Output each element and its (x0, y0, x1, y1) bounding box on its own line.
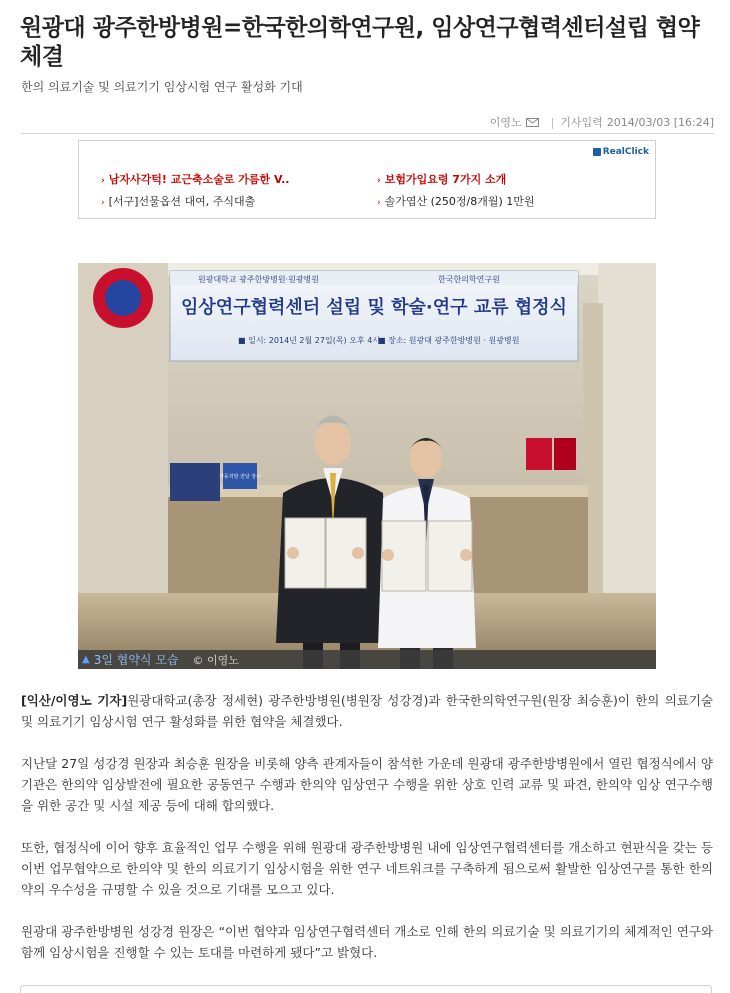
banner-top-left-text: 원광대학교 광주한방병원·원광병원 (198, 275, 320, 284)
caret-icon: › (377, 198, 381, 208)
ad-link-1[interactable]: › 남자사각턱! 교근축소술로 가름한 V.. (101, 173, 290, 186)
paragraph-3: 또한, 협정식에 이어 향후 효율적인 업무 수행을 위해 원광대 광주한방병원 내에 임상연구협력센터를 개소하고 현판식을 갖는 등 이번 업무협약으로 한의약 및 한의 의료기기 임상시험을 위한 연구 네트워크를 구축하게 됨으로써 활발한 임상연구를 통한 한의약의 우수성을 규명할 수 있을 것으로 기대를 모으고 있다. (21, 840, 713, 897)
paragraph-1: [익산/이영노 기자]원광대학교(총장 정세현) 광주한방병원(병원장 성강경)과 한국한의학연구원(원장 최승훈)이 한의 의료기술 및 의료기기 임상시험 연구 활성화를 위한 협약을 체결했다. (21, 693, 713, 729)
caret-icon: › (101, 176, 105, 186)
banner-date-text: ■ 일시: 2014년 2월 27일(목) 오후 4시 (238, 336, 381, 345)
ad-link-3[interactable]: › [서구]선물옵션 대여, 주식대출 (101, 195, 256, 208)
meta-separator: | (550, 115, 555, 129)
article-body (21, 690, 713, 984)
bottom-panel (20, 985, 712, 993)
meta-divider (20, 133, 714, 134)
notice-sign-text: 자동처방 전달 창구 (219, 474, 261, 480)
byline: [익산/이영노 기자] (21, 693, 128, 708)
caption-triangle-icon: ▲ (82, 654, 90, 665)
paragraph-2: 지난달 27일 성강경 원장과 최승훈 원장을 비롯해 양측 관계자들이 참석한 가운데 원광대 광주한방병원에서 열린 협정식에서 양 기관은 한의약 임상발전에 필요한 공동연구 수행과 한의약 임상연구 수행을 위한 상호 인력 교류 및 파견, 한의약 임상 연구수행을 위한 공간 및 시설 제공 등에 대해 합의했다. (21, 756, 713, 813)
article-meta (490, 114, 714, 130)
banner-title-text: 임상연구협력센터 설립 및 학술·연구 교류 협정식 (181, 297, 567, 318)
ad-link-4[interactable]: › 솔가엽산 (250정/8개월) 1만원 (377, 195, 535, 208)
photo-caption (78, 650, 656, 669)
banner-top-right-text: 한국한의학연구원 (438, 275, 500, 284)
realclick-logo-icon (593, 148, 601, 156)
caret-icon: › (101, 198, 105, 208)
caret-icon: › (377, 176, 381, 186)
author-link[interactable]: 이영노 (489, 116, 522, 129)
email-icon[interactable] (526, 118, 539, 127)
article-subtitle: 한의 의료기술 및 의료기기 임상시험 연구 활성화 기대 (21, 80, 303, 94)
ad-link-2[interactable]: › 보험가입요령 7가지 소개 (377, 173, 507, 186)
ad-box (78, 140, 656, 219)
published-label: 기사입력 (560, 116, 603, 129)
banner-place-text: ■ 장소: 원광대 광주한방병원 · 원광병원 (378, 336, 520, 345)
published-date: 2014/03/03 [16:24] (606, 115, 714, 129)
article-photo (78, 263, 656, 669)
photo-credit: © 이영노 (192, 653, 239, 667)
photo-illustration (78, 263, 656, 669)
ad-brand[interactable]: RealClick (593, 147, 649, 157)
paragraph-4: 원광대 광주한방병원 성강경 원장은 “이번 협약과 임상연구협력센터 개소로 인해 한의 의료기술 및 의료기기의 체계적인 연구와 함께 임상시험을 진행할 수 있는 토대를 마련하게 됐다”고 밝혔다. (21, 924, 713, 960)
caption-text: 3일 협약식 모습 (93, 653, 179, 667)
article-title: 원광대 광주한방병원=한국한의학연구원, 임상연구협력센터설립 협약체결 (20, 15, 700, 70)
